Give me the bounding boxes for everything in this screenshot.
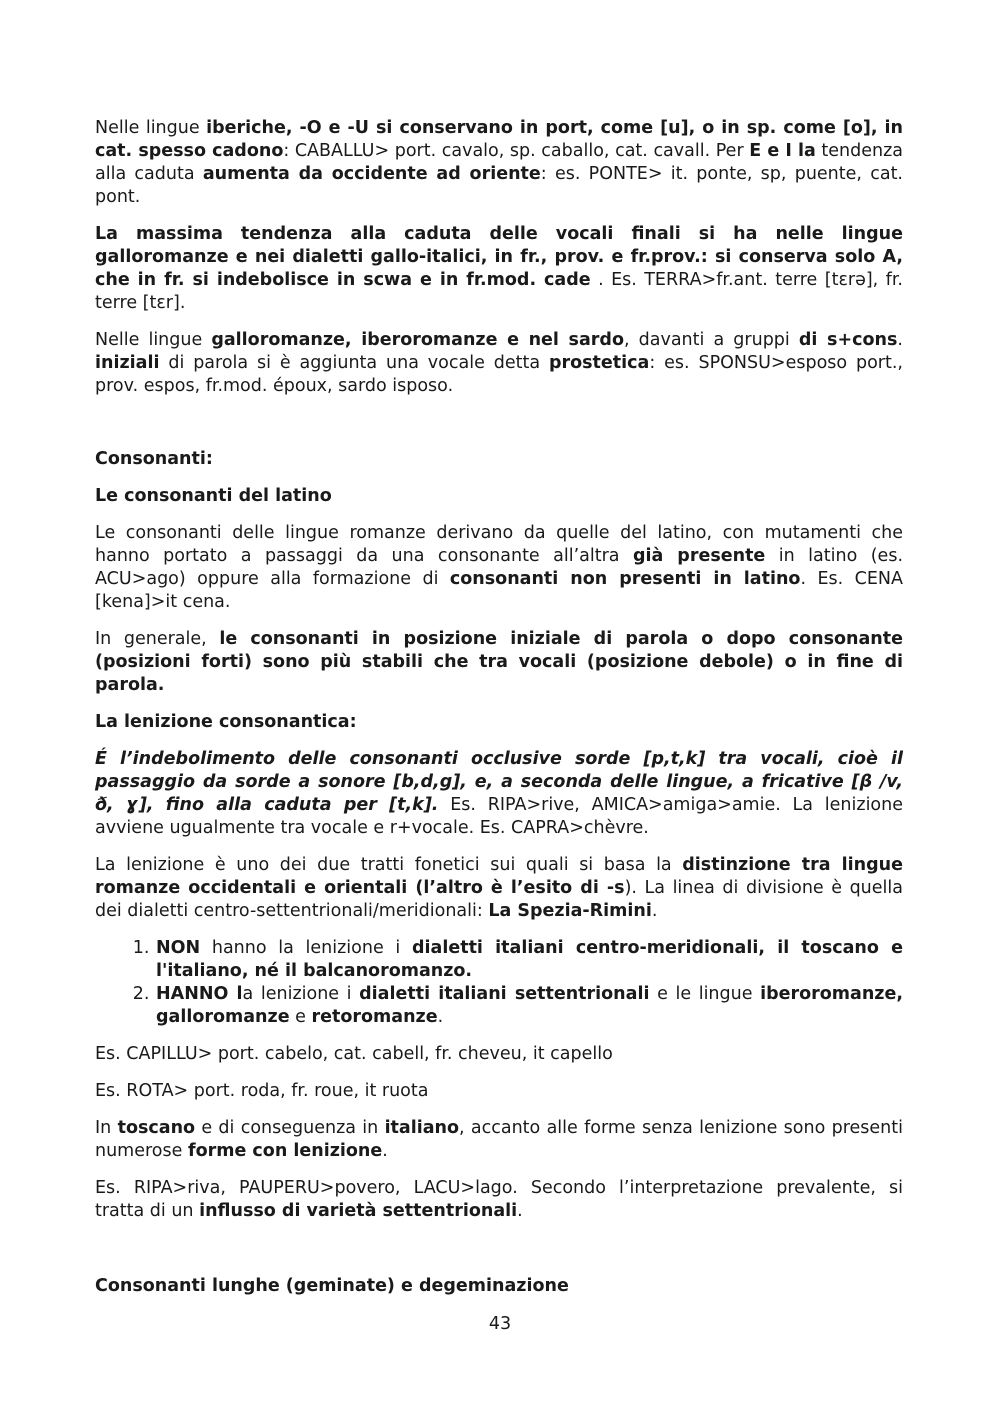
page-number: 43 bbox=[488, 1314, 512, 1334]
list-item bbox=[155, 983, 903, 1029]
bold-text: consonanti non presenti in latino bbox=[449, 569, 801, 589]
text: , davanti a gruppi bbox=[623, 330, 799, 350]
bold-text: E e I la bbox=[749, 141, 816, 161]
bold-text: galloromanze, iberoromanze e nel sardo bbox=[211, 330, 624, 350]
bold-italic-text: É l’indebolimento delle consonanti occlusive sorde [p,t,k] tra vocali, cioè il passaggio da sorde a sonore [b,d,g], e, a seconda delle lingue, a fricative [β /v, ð, ɣ], fino alla caduta per [t,k]. bbox=[95, 749, 903, 815]
bold-text: aumenta da occidente ad oriente bbox=[202, 164, 541, 184]
paragraph-toscano bbox=[95, 1117, 903, 1163]
heading-lenizione bbox=[95, 711, 903, 734]
spacer bbox=[95, 1237, 903, 1275]
paragraph-prostetica bbox=[95, 329, 903, 398]
text: . bbox=[651, 901, 658, 921]
paragraph-iberiche bbox=[95, 117, 903, 209]
bold-text: toscano bbox=[117, 1118, 196, 1138]
text: . bbox=[382, 1141, 388, 1161]
page-body bbox=[95, 117, 903, 1312]
heading-text: La lenizione consonantica: bbox=[95, 712, 357, 732]
text: Es. RIPA>rive, AMICA>amiga>amie. La lenizione avviene ugualmente tra vocale e r+vocale. Es. CAPRA>chèvre. bbox=[95, 795, 903, 838]
paragraph-consonanti-romanze bbox=[95, 522, 903, 614]
text: e le lingue bbox=[649, 984, 761, 1004]
text: , accanto alle forme senza lenizione sono presenti numerose bbox=[95, 1118, 903, 1161]
text: In generale, bbox=[95, 629, 220, 649]
list-item bbox=[155, 937, 903, 983]
bold-text: La massima tendenza alla caduta delle vocali finali si ha nelle lingue galloromanze e nei dialetti gallo-italici, in fr., prov. e fr.prov.: si conserva solo A, che in fr. si indebolisce in scwa e in fr.mod. cade bbox=[95, 224, 903, 290]
bold-text: influsso di varietà settentrionali bbox=[199, 1201, 518, 1221]
bold-text: le consonanti in posizione iniziale di parola o dopo consonante (posizioni forti) sono più stabili che tra vocali (posizione debole) o in fine di parola. bbox=[95, 629, 903, 695]
text: . Es. CENA [kena]>it cena. bbox=[95, 569, 903, 612]
text: . bbox=[437, 1007, 444, 1027]
text: e bbox=[289, 1007, 312, 1027]
text: . bbox=[897, 330, 903, 350]
text: in latino (es. ACU>ago) oppure alla formazione di bbox=[95, 546, 904, 589]
text: . bbox=[517, 1201, 523, 1221]
heading-consonanti-latino bbox=[95, 485, 903, 508]
text: : es. SPONSU>esposo port., prov. espos, fr.mod. époux, sardo isposo. bbox=[95, 353, 903, 396]
paragraph-influsso bbox=[95, 1177, 903, 1223]
bold-text: di s+cons bbox=[798, 330, 898, 350]
text: Nelle lingue bbox=[95, 118, 207, 138]
bold-text: dialetti italiani centro-meridionali, il toscano e l'italiano, né il balcanoromanzo. bbox=[156, 938, 903, 981]
bold-text: prostetica bbox=[548, 353, 650, 373]
spacer bbox=[95, 412, 903, 448]
bold-text: HANNO l bbox=[156, 984, 243, 1004]
heading-text: Consonanti lunghe (geminate) e degeminazione bbox=[95, 1276, 569, 1296]
heading-text: Le consonanti del latino bbox=[95, 486, 332, 506]
text: ). La linea di divisione è quella dei dialetti centro-settentrionali/meridionali: bbox=[95, 878, 903, 921]
bold-text: NON bbox=[156, 938, 201, 958]
bold-text: già presente bbox=[632, 546, 766, 566]
text: hanno la lenizione i bbox=[200, 938, 412, 958]
bold-text: iberoromanze, galloromanze bbox=[156, 984, 904, 1027]
bold-text: forme con lenizione bbox=[187, 1141, 383, 1161]
text: In bbox=[95, 1118, 118, 1138]
text: e di conseguenza in bbox=[195, 1118, 385, 1138]
bold-text: retoromanze bbox=[311, 1007, 438, 1027]
heading-consonanti bbox=[95, 448, 903, 471]
bold-text: iniziali bbox=[95, 353, 160, 373]
text: Es. RIPA>riva, PAUPERU>povero, LACU>lago. Secondo l’interpretazione prevalente, si tratta di un bbox=[95, 1178, 903, 1221]
text: di parola si è aggiunta una vocale detta bbox=[159, 353, 549, 373]
bold-text: italiano bbox=[384, 1118, 460, 1138]
text: La lenizione è uno dei due tratti fonetici sui quali si basa la bbox=[95, 855, 683, 875]
bold-text: La Spezia-Rimini bbox=[488, 901, 652, 921]
example-capillu: Es. CAPILLU> port. cabelo, cat. cabell, fr. cheveu, it capello bbox=[95, 1044, 613, 1064]
paragraph-distinzione bbox=[95, 854, 903, 923]
example-rota: Es. ROTA> port. roda, fr. roue, it ruota bbox=[95, 1081, 429, 1101]
bold-text: dialetti italiani settentrionali bbox=[359, 984, 650, 1004]
paragraph-posizioni-forti bbox=[95, 628, 903, 697]
paragraph-massima-tendenza bbox=[95, 223, 903, 315]
text: . Es. TERRA>fr.ant. terre [tɛrə], fr. terre [tɛr]. bbox=[95, 270, 903, 313]
text: : es. PONTE> it. ponte, sp, puente, cat. pont. bbox=[95, 164, 903, 207]
numbered-list bbox=[95, 937, 903, 1029]
text: : CABALLU> port. cavalo, sp. caballo, cat. cavall. Per bbox=[283, 141, 750, 161]
text: Nelle lingue bbox=[95, 330, 212, 350]
heading-geminate bbox=[95, 1275, 903, 1298]
bold-text: distinzione tra lingue romanze occidentali e orientali (l’altro è l’esito di -s bbox=[95, 855, 903, 898]
text: Le consonanti delle lingue romanze derivano da quelle del latino, con mutamenti che hanno portato a passaggi da una consonante all’altra bbox=[95, 523, 903, 566]
bold-text: iberiche, -O e -U si conservano in port, come [u], o in sp. come [o], in cat. spesso cadono bbox=[95, 118, 903, 161]
paragraph-lenizione-definizione bbox=[95, 748, 903, 840]
heading-text: Consonanti: bbox=[95, 449, 213, 469]
text: tendenza alla caduta bbox=[95, 141, 903, 184]
text: a lenizione i bbox=[242, 984, 360, 1004]
